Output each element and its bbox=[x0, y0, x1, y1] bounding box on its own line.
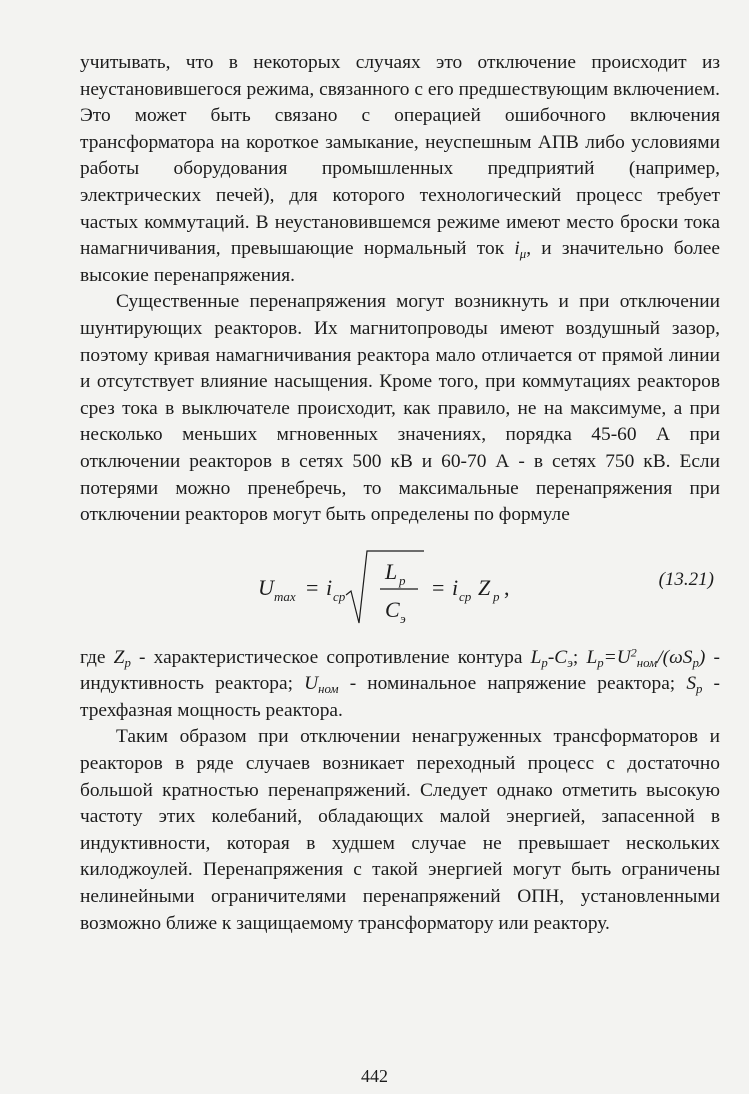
formula-i-2-sub: ср bbox=[459, 588, 472, 604]
formula-comma: , bbox=[504, 574, 510, 600]
formula-i-2: i bbox=[452, 574, 459, 600]
body-text bbox=[80, 50, 720, 937]
formula-z: Z bbox=[478, 574, 491, 600]
paragraph-1 bbox=[80, 50, 720, 289]
formula-graphic bbox=[80, 529, 720, 645]
formula-u: U bbox=[258, 574, 274, 600]
formula-l: L bbox=[385, 558, 398, 584]
formula-z-sub: р bbox=[493, 588, 500, 604]
formula-13-21 bbox=[80, 529, 720, 645]
formula-c: C bbox=[385, 596, 400, 622]
formula-i-sub: ср bbox=[333, 588, 346, 604]
formula-eq-2: = bbox=[432, 574, 445, 600]
formula-explanation: где $Z_р$ - характеристическое сопротивление контура $L_р-C_э$; $L_р=U^2_{ном}/(\omega S_р)$ - индуктивность реактора; $U_{ном}$ - номинальное напряжение реактора; $S_р$ - трехфазная мощность реактора. bbox=[80, 645, 720, 721]
page-number: 442 bbox=[361, 1066, 388, 1086]
formula-eq-1: = bbox=[306, 574, 319, 600]
paragraph-2: Существенные перенапряжения могут возникнуть и при отключении шунтирующих реакторов. Их магнитопроводы имеют воздушный зазор, поэтому кривая намагничивания реактора мало отличается от прямой линии и отсутствует влияние насыщения. Кроме того, при коммутациях реакторов срез тока в выключателе происходит, как правило, не на максимуме, а при несколько меньших мгновенных значениях, порядка 45-60 А при отключении реакторов в сетях 500 кВ и 60-70 А - в сетях 750 кВ. Если потерями можно пренебречь, то максимальные перенапряжения при отключении реакторов могут быть определены по формуле bbox=[80, 291, 720, 526]
formula-u-sub: max bbox=[274, 588, 296, 604]
paragraph-1-end: , и значительно более высокие перенапряжения. bbox=[80, 238, 720, 286]
formula-number: (13.21) bbox=[658, 568, 714, 590]
paragraph-4: Таким образом при отключении ненагруженных трансформаторов и реакторов в ряде случаев возникает переходный процесс с достаточно большой кратностью перенапряжений. Следует однако отметить высокую частоту этих колебаний, обладающих малой энергией, запасенной в индуктивности, которая в худшем случае не превышает нескольких килоджоулей. Перенапряжения с такой энергией могут быть ограничены нелинейными ограничителями перенапряжений ОПН, установленными возможно ближе к защищаемому трансформатору или реактору. bbox=[80, 726, 720, 934]
paragraph-1-text: учитывать, что в некоторых случаях это отключение происходит из неустановившегося режима, связанного с его предшествующим включением. Это может быть связано с операцией ошибочного включения трансформатора на короткое замыкание, неуспешным АПВ либо условиями работы оборудования промышленных предприятий (например, электрических печей), для которого технологический процесс требует частых коммутаций. В неустановившемся режиме имеют место броски тока намагничивания, превышающие нормальный ток bbox=[80, 52, 720, 260]
current-symbol: $i_\mu$ bbox=[514, 238, 527, 261]
formula-c-sub: э bbox=[400, 610, 406, 626]
formula-i: i bbox=[326, 574, 333, 600]
formula-l-sub: р bbox=[399, 572, 406, 588]
